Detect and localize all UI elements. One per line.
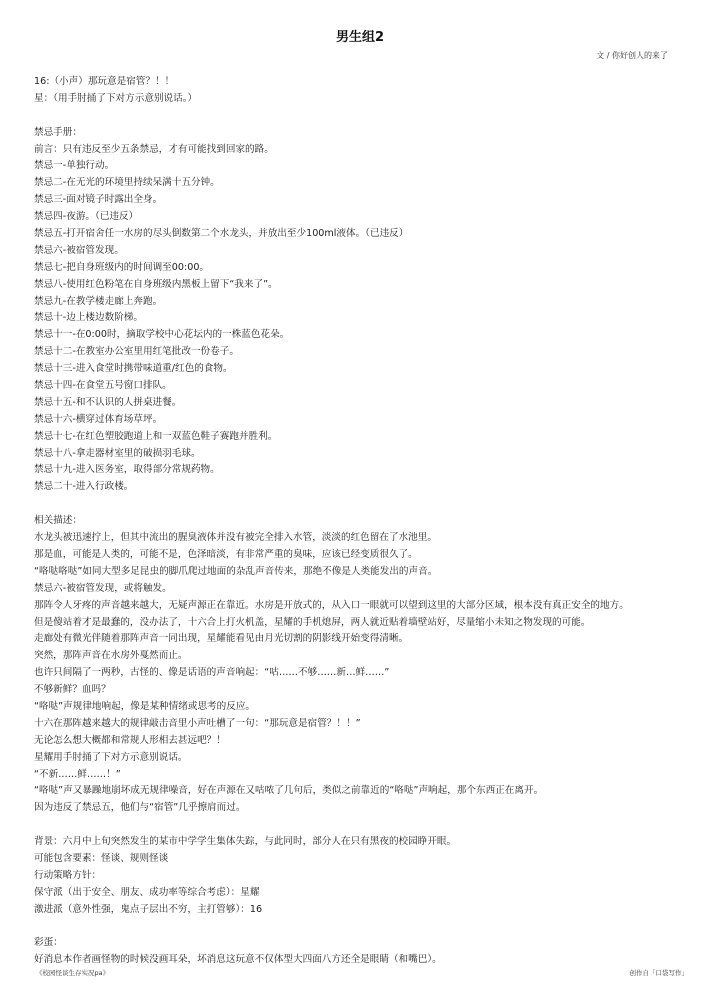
rule-item: 禁忌二十-进入行政楼。: [34, 481, 134, 493]
footer-source: 创作自「口袋写作」: [629, 969, 688, 977]
rule-item: 禁忌十二-在教室办公室里用红笔批改一份卷子。: [34, 346, 239, 358]
paragraph-gap: [34, 817, 694, 834]
description-list: [34, 530, 694, 817]
description-line: 也许只间隔了一两秒，古怪的、像是话语的声音响起：“咕……不够……新…鲜……”: [34, 667, 390, 679]
description-line: 无论怎么想大概都和常规人形相去甚远吧？！: [34, 734, 226, 746]
description-line: “咯哒”声又暴躁地崩坏成无规律噪音，好在声源在又咕哝了几句后，类似之前靠近的“咯哒”声响起，那个东西正在离开。: [34, 785, 544, 797]
rule-item: 禁忌十七-在红色塑胶跑道上和一双蓝色鞋子赛跑并胜利。: [34, 430, 278, 442]
description-line: “咯哒”声规律地响起，像是某种情绪或思考的反应。: [34, 700, 256, 712]
rule-item: 禁忌二-在无光的环境里持续呆满十五分钟。: [34, 177, 220, 189]
description-line: 那阵令人牙疼的声音越来越大，无疑声源正在靠近。水房是开放式的，从入口一眼就可以望到这里的大部分区域，根本没有真正安全的地方。: [34, 599, 629, 611]
easter-egg-heading: 彩蛋：: [34, 937, 63, 949]
easter-egg-text: 好消息本作者画怪物的时候没画耳朵，坏消息这玩意不仅体型大四面八方还全是眼睛（和嘴巴）。: [34, 954, 442, 966]
description-line: 十六在那阵越来越大的规律敲击音里小声吐槽了一句：“那玩意是宿管？！！”: [34, 717, 361, 729]
description-line: 走廊处有微光伴随着那阵声音一同出现，星耀能看见由月光切割的阴影线开始变得清晰。: [34, 633, 409, 645]
rules-heading: 禁忌手册：: [34, 126, 82, 138]
rule-item: 禁忌一-单独行动。: [34, 160, 115, 172]
description-heading: 相关描述：: [34, 515, 82, 527]
description-line: 但是傻站着才是最蠢的，没办法了，十六合上打火机盖，星耀的手机熄屏，两人就近贴着墙壁站好，尽量缩小未知之物发现的可能。: [34, 616, 591, 628]
background-line: 保守派（出于安全、朋友、成功率等综合考虑）：星耀: [34, 886, 260, 898]
rule-item: 禁忌十-边上楼边数阶梯。: [34, 312, 143, 324]
rule-item: 禁忌十六-横穿过体育场草坪。: [34, 413, 163, 425]
author-line: 文 / 你好创人的来了: [596, 51, 668, 60]
rule-item: 禁忌十五-和不认识的人拼桌进餐。: [34, 396, 182, 408]
rule-item: 禁忌十九-进入医务室，取得部分常规药物。: [34, 464, 220, 476]
rule-item: 禁忌六-被宿管发现。: [34, 244, 124, 256]
rule-item: 禁忌九-在教学楼走廊上奔跑。: [34, 295, 163, 307]
description-line: 因为违反了禁忌五，他们与“宿管”几乎擦肩而过。: [34, 802, 246, 814]
rule-item: 禁忌十八-拿走器材室里的破损羽毛球。: [34, 447, 201, 459]
paragraph-gap: [34, 919, 694, 936]
background-line: 背景：六月中上旬突然发生的某市中学学生集体失踪，与此同时，部分人在只有黑夜的校园睁开眼。: [34, 836, 457, 848]
rule-item: 禁忌七-把自身班级内的时间调至00:00。: [34, 261, 210, 273]
rule-item: 禁忌十三-进入食堂时携带味道重/红色的食物。: [34, 363, 233, 375]
description-line: “咯哒咯哒”如同大型多足昆虫的脚爪爬过地面的杂乱声音传来，那绝不像是人类能发出的声音。: [34, 565, 438, 577]
document-body: [34, 74, 694, 969]
paragraph-gap: [34, 496, 694, 513]
dialogue-line: 星：（用手肘捅了下对方示意别说话。）: [34, 92, 198, 104]
background-list: [34, 834, 694, 918]
description-line: 星耀用手肘捅了下对方示意别说话。: [34, 751, 188, 763]
rules-list: [34, 158, 694, 496]
background-line: 可能包含要素：怪谈、规则怪谈: [34, 852, 169, 864]
rule-item: 禁忌四-夜游。（已违反）: [34, 211, 139, 223]
description-line: 突然，那阵声音在水房外戛然而止。: [34, 650, 188, 662]
footer-book-title: 《校园怪谈生存实况pa》: [36, 969, 110, 977]
description-line: 水龙头被迅速拧上，但其中流出的腥臭液体并没有被完全排入水管，淡淡的红色留在了水池里。: [34, 532, 437, 544]
rule-item: 禁忌十四-在食堂五号窗口排队。: [34, 380, 172, 392]
rule-item: 禁忌三-面对镜子时露出全身。: [34, 194, 163, 206]
rules-intro: 前言：只有违反至少五条禁忌，才有可能找到回家的路。: [34, 143, 274, 155]
rule-item: 禁忌十一-在0:00时，摘取学校中心花坛内的一株蓝色花朵。: [34, 329, 290, 341]
description-line: 不够新鲜？血吗？: [34, 684, 111, 696]
dialogue-line: 16:（小声）那玩意是宿管？！！: [34, 76, 175, 87]
description-line: 禁忌六-被宿管发现，或将触发。: [34, 582, 172, 594]
background-line: 激进派（意外性强，鬼点子层出不穷，主打管够）：16: [34, 903, 263, 915]
rule-item: 禁忌八-使用红色粉笔在自身班级内黑板上留下“我来了”。: [34, 278, 278, 290]
page-title: 男生组2: [335, 30, 385, 45]
paragraph-gap: [34, 108, 694, 125]
background-line: 行动策略方针：: [34, 869, 102, 881]
description-line: “不新……鲜……！”: [34, 768, 121, 780]
rule-item: 禁忌五-打开宿舍任一水房的尽头倒数第二个水龙头，并放出至少100ml液体。（已违反）: [34, 228, 409, 240]
description-line: 那是血，可能是人类的，可能不是，色泽暗淡，有非常严重的臭味，应该已经变质很久了。: [34, 548, 418, 560]
